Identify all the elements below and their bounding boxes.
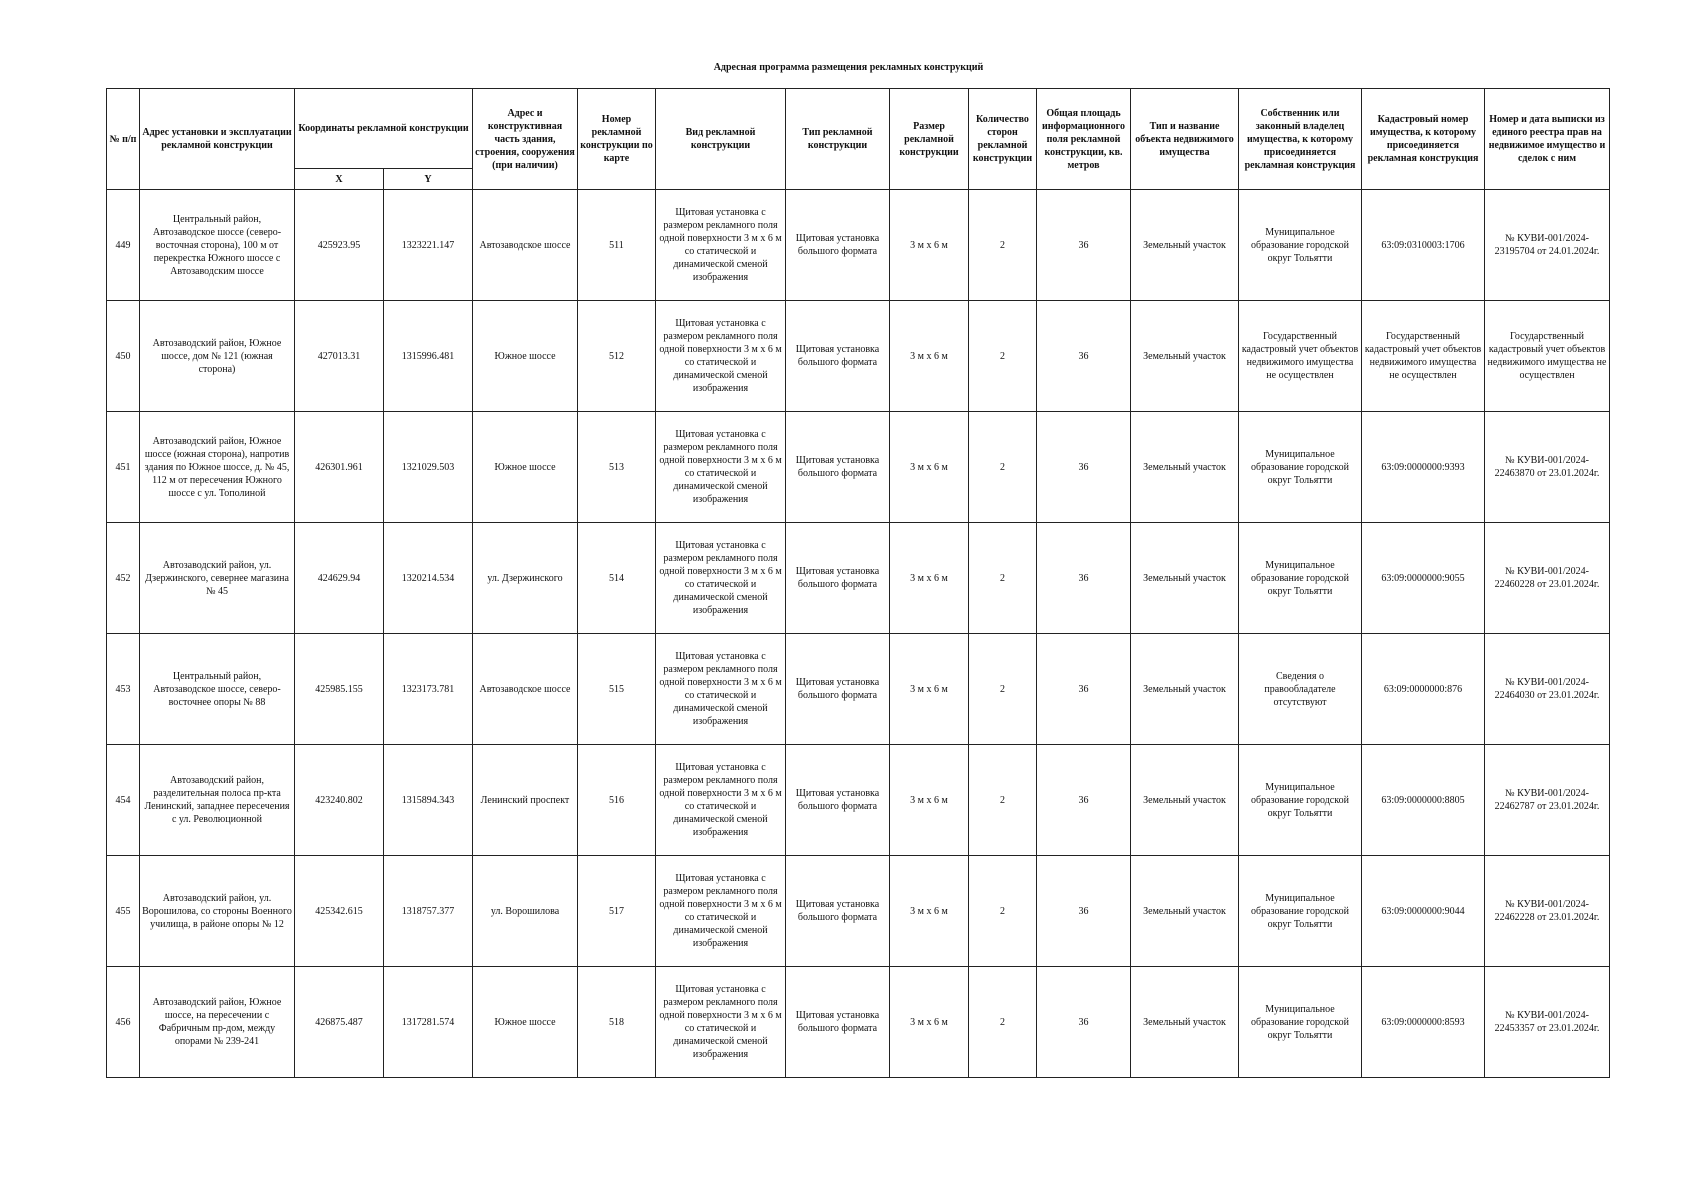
cell-registry: № КУВИ-001/2024-23195704 от 24.01.2024г. [1485, 190, 1610, 301]
page-title: Адресная программа размещения рекламных конструкций [713, 62, 984, 73]
cell-registry: № КУВИ-001/2024-22464030 от 23.01.2024г. [1485, 634, 1610, 745]
cell-sides: 2 [969, 634, 1037, 745]
header-coords: Координаты рекламной конструкции [295, 89, 473, 169]
cell-address: Автозаводский район, ул. Ворошилова, со стороны Военного училища, в районе опоры № 12 [140, 856, 295, 967]
cell-kind: Щитовая установка с размером рекламного поля одной поверхности 3 м х 6 м со статической и динамической сменой изображения [656, 967, 786, 1078]
cell-type: Щитовая установка большого формата [786, 190, 890, 301]
cell-map-number: 515 [578, 634, 656, 745]
cell-object: Земельный участок [1131, 745, 1239, 856]
cell-address: Центральный район, Автозаводское шоссе (северо-восточная сторона), 100 м от перекрестка Южного шоссе с Автозаводским шоссе [140, 190, 295, 301]
cell-x: 426301.961 [295, 412, 384, 523]
table-row [107, 523, 1610, 634]
cell-num: 451 [107, 412, 140, 523]
cell-owner: Государственный кадастровый учет объектов недвижимого имущества не осуществлен [1239, 301, 1362, 412]
cell-cadastral: Государственный кадастровый учет объектов недвижимого имущества не осуществлен [1362, 301, 1485, 412]
cell-sides: 2 [969, 745, 1037, 856]
cell-x: 424629.94 [295, 523, 384, 634]
cell-y: 1320214.534 [384, 523, 473, 634]
cell-type: Щитовая установка большого формата [786, 856, 890, 967]
cell-owner: Муниципальное образование городской округ Тольятти [1239, 745, 1362, 856]
cell-cadastral: 63:09:0000000:8593 [1362, 967, 1485, 1078]
cell-registry: № КУВИ-001/2024-22463870 от 23.01.2024г. [1485, 412, 1610, 523]
cell-registry: № КУВИ-001/2024-22462228 от 23.01.2024г. [1485, 856, 1610, 967]
cell-num: 449 [107, 190, 140, 301]
header-type: Тип рекламной конструкции [786, 89, 890, 190]
header-owner: Собственник или законный владелец имущества, к которому присоединяется рекламная конструкция [1239, 89, 1362, 190]
cell-address: Автозаводский район, разделительная полоса пр-кта Ленинский, западнее пересечения с ул. Революционной [140, 745, 295, 856]
cell-sides: 2 [969, 523, 1037, 634]
cell-building-part: Южное шоссе [473, 967, 578, 1078]
cell-x: 423240.802 [295, 745, 384, 856]
cell-y: 1323173.781 [384, 634, 473, 745]
table-row [107, 967, 1610, 1078]
table-row [107, 745, 1610, 856]
cell-map-number: 511 [578, 190, 656, 301]
cell-map-number: 517 [578, 856, 656, 967]
cell-object: Земельный участок [1131, 301, 1239, 412]
cell-owner: Муниципальное образование городской округ Тольятти [1239, 412, 1362, 523]
cell-x: 425342.615 [295, 856, 384, 967]
header-coord-y: Y [384, 169, 473, 190]
cell-size: 3 м х 6 м [890, 412, 969, 523]
cell-size: 3 м х 6 м [890, 967, 969, 1078]
cell-size: 3 м х 6 м [890, 190, 969, 301]
cell-building-part: Южное шоссе [473, 301, 578, 412]
cell-cadastral: 63:09:0000000:9055 [1362, 523, 1485, 634]
cell-y: 1321029.503 [384, 412, 473, 523]
cell-owner: Муниципальное образование городской округ Тольятти [1239, 967, 1362, 1078]
cell-address: Автозаводский район, Южное шоссе, дом № 121 (южная сторона) [140, 301, 295, 412]
cell-object: Земельный участок [1131, 190, 1239, 301]
cell-area: 36 [1037, 523, 1131, 634]
table-row [107, 190, 1610, 301]
cell-size: 3 м х 6 м [890, 634, 969, 745]
header-coord-x: X [295, 169, 384, 190]
cell-building-part: Автозаводское шоссе [473, 634, 578, 745]
cell-num: 456 [107, 967, 140, 1078]
cell-y: 1323221.147 [384, 190, 473, 301]
cell-owner: Сведения о правообладателе отсутствуют [1239, 634, 1362, 745]
cell-kind: Щитовая установка с размером рекламного поля одной поверхности 3 м х 6 м со статической и динамической сменой изображения [656, 634, 786, 745]
cell-area: 36 [1037, 190, 1131, 301]
cell-object: Земельный участок [1131, 523, 1239, 634]
cell-sides: 2 [969, 856, 1037, 967]
cell-sides: 2 [969, 190, 1037, 301]
cell-type: Щитовая установка большого формата [786, 967, 890, 1078]
cell-x: 425923.95 [295, 190, 384, 301]
cell-y: 1318757.377 [384, 856, 473, 967]
cell-cadastral: 63:09:0000000:8805 [1362, 745, 1485, 856]
cell-size: 3 м х 6 м [890, 856, 969, 967]
cell-object: Земельный участок [1131, 856, 1239, 967]
cell-map-number: 516 [578, 745, 656, 856]
cell-area: 36 [1037, 856, 1131, 967]
header-sides: Количество сторон рекламной конструкции [969, 89, 1037, 190]
cell-map-number: 514 [578, 523, 656, 634]
cell-address: Автозаводский район, ул. Дзержинского, севернее магазина № 45 [140, 523, 295, 634]
header-registry: Номер и дата выписки из единого реестра прав на недвижимое имущество и сделок с ним [1485, 89, 1610, 190]
header-map-number: Номер рекламной конструкции по карте [578, 89, 656, 190]
cell-y: 1315996.481 [384, 301, 473, 412]
cell-building-part: Ленинский проспект [473, 745, 578, 856]
cell-num: 452 [107, 523, 140, 634]
cell-kind: Щитовая установка с размером рекламного поля одной поверхности 3 м х 6 м со статической и динамической сменой изображения [656, 523, 786, 634]
cell-building-part: ул. Ворошилова [473, 856, 578, 967]
header-area: Общая площадь информационного поля рекламной конструкции, кв. метров [1037, 89, 1131, 190]
cell-area: 36 [1037, 745, 1131, 856]
cell-address: Автозаводский район, Южное шоссе (южная сторона), напротив здания по Южное шоссе, д. № 45, 112 м от пересечения Южного шоссе с ул. Тополиной [140, 412, 295, 523]
cell-num: 453 [107, 634, 140, 745]
cell-kind: Щитовая установка с размером рекламного поля одной поверхности 3 м х 6 м со статической и динамической сменой изображения [656, 745, 786, 856]
cell-area: 36 [1037, 412, 1131, 523]
cell-type: Щитовая установка большого формата [786, 745, 890, 856]
cell-kind: Щитовая установка с размером рекламного поля одной поверхности 3 м х 6 м со статической и динамической сменой изображения [656, 301, 786, 412]
cell-kind: Щитовая установка с размером рекламного поля одной поверхности 3 м х 6 м со статической и динамической сменой изображения [656, 190, 786, 301]
header-address: Адрес установки и эксплуатации рекламной конструкции [140, 89, 295, 190]
cell-address: Центральный район, Автозаводское шоссе, северо-восточнее опоры № 88 [140, 634, 295, 745]
table-header [107, 89, 1610, 190]
cell-owner: Муниципальное образование городской округ Тольятти [1239, 190, 1362, 301]
cell-kind: Щитовая установка с размером рекламного поля одной поверхности 3 м х 6 м со статической и динамической сменой изображения [656, 856, 786, 967]
cell-owner: Муниципальное образование городской округ Тольятти [1239, 523, 1362, 634]
cell-type: Щитовая установка большого формата [786, 301, 890, 412]
header-object: Тип и название объекта недвижимого имущества [1131, 89, 1239, 190]
cell-sides: 2 [969, 967, 1037, 1078]
header-cadastral: Кадастровый номер имущества, к которому присоединяется рекламная конструкция [1362, 89, 1485, 190]
cell-size: 3 м х 6 м [890, 301, 969, 412]
cell-num: 450 [107, 301, 140, 412]
cell-size: 3 м х 6 м [890, 523, 969, 634]
cell-address: Автозаводский район, Южное шоссе, на пересечении с Фабричным пр-дом, между опорами № 239-241 [140, 967, 295, 1078]
header-kind: Вид рекламной конструкции [656, 89, 786, 190]
cell-building-part: ул. Дзержинского [473, 523, 578, 634]
cell-object: Земельный участок [1131, 634, 1239, 745]
cell-x: 427013.31 [295, 301, 384, 412]
cell-x: 425985.155 [295, 634, 384, 745]
cell-area: 36 [1037, 634, 1131, 745]
cell-sides: 2 [969, 412, 1037, 523]
cell-area: 36 [1037, 301, 1131, 412]
cell-registry: № КУВИ-001/2024-22460228 от 23.01.2024г. [1485, 523, 1610, 634]
cell-type: Щитовая установка большого формата [786, 634, 890, 745]
header-size: Размер рекламной конструкции [890, 89, 969, 190]
cell-x: 426875.487 [295, 967, 384, 1078]
cell-sides: 2 [969, 301, 1037, 412]
cell-area: 36 [1037, 967, 1131, 1078]
table-body [107, 190, 1610, 1078]
cell-y: 1315894.343 [384, 745, 473, 856]
cell-map-number: 513 [578, 412, 656, 523]
cell-num: 455 [107, 856, 140, 967]
cell-building-part: Южное шоссе [473, 412, 578, 523]
cell-cadastral: 63:09:0000000:876 [1362, 634, 1485, 745]
table-row [107, 634, 1610, 745]
table-row [107, 412, 1610, 523]
cell-object: Земельный участок [1131, 412, 1239, 523]
table-row [107, 301, 1610, 412]
table-row [107, 856, 1610, 967]
cell-registry: № КУВИ-001/2024-22462787 от 23.01.2024г. [1485, 745, 1610, 856]
cell-y: 1317281.574 [384, 967, 473, 1078]
cell-type: Щитовая установка большого формата [786, 523, 890, 634]
cell-cadastral: 63:09:0000000:9044 [1362, 856, 1485, 967]
cell-building-part: Автозаводское шоссе [473, 190, 578, 301]
cell-cadastral: 63:09:0310003:1706 [1362, 190, 1485, 301]
cell-owner: Муниципальное образование городской округ Тольятти [1239, 856, 1362, 967]
cell-map-number: 518 [578, 967, 656, 1078]
cell-size: 3 м х 6 м [890, 745, 969, 856]
cell-kind: Щитовая установка с размером рекламного поля одной поверхности 3 м х 6 м со статической и динамической сменой изображения [656, 412, 786, 523]
cell-registry: Государственный кадастровый учет объектов недвижимого имущества не осуществлен [1485, 301, 1610, 412]
cell-type: Щитовая установка большого формата [786, 412, 890, 523]
cell-registry: № КУВИ-001/2024-22453357 от 23.01.2024г. [1485, 967, 1610, 1078]
cell-object: Земельный участок [1131, 967, 1239, 1078]
header-num: № п/п [107, 89, 140, 190]
advertising-program-table [106, 88, 1610, 1078]
cell-cadastral: 63:09:0000000:9393 [1362, 412, 1485, 523]
header-building-part: Адрес и конструктивная часть здания, строения, сооружения (при наличии) [473, 89, 578, 190]
cell-num: 454 [107, 745, 140, 856]
cell-map-number: 512 [578, 301, 656, 412]
